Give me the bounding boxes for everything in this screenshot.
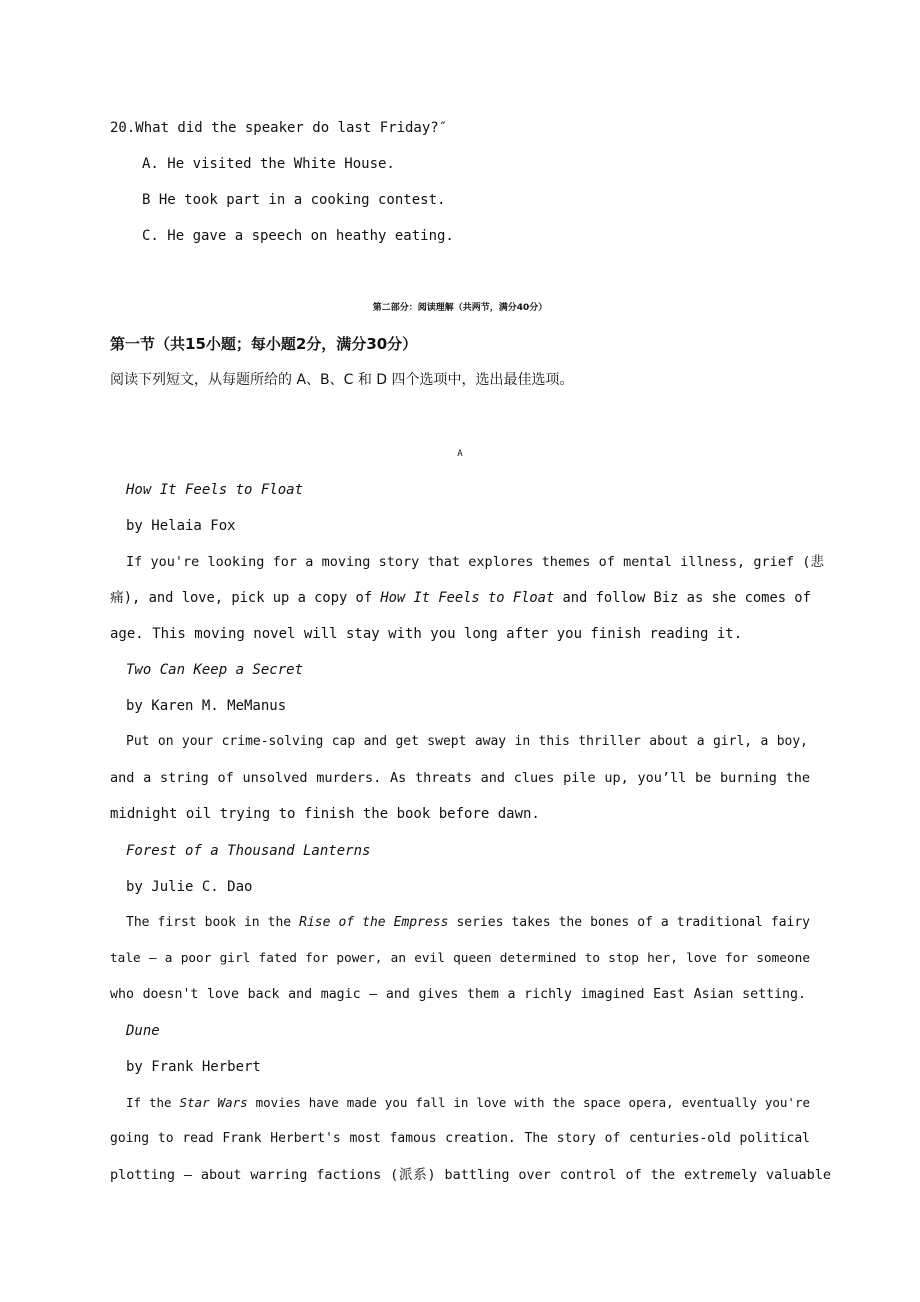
book-desc-line: midnight oil trying to finish the book before dawn. xyxy=(110,806,540,822)
question-stem: 20.What did the speaker do last Friday?″ xyxy=(110,120,448,136)
book-author: by Frank Herbert xyxy=(126,1059,261,1075)
book-desc-line: Put on your crime-solving cap and get swept away in this thriller about a girl, a boy, xyxy=(126,734,808,749)
book-desc-line: plotting — about warring factions (派系) battling over control of the extremely valuable xyxy=(110,1167,831,1183)
part2-heading: 第二部分：阅读理解（共两节，满分40分） xyxy=(372,303,548,313)
book-desc-line: If you're looking for a moving story that explores themes of mental illness, grief (悲 xyxy=(126,554,824,570)
book-desc-line: going to read Frank Herbert's most famous creation. The story of centuries-old political xyxy=(110,1131,810,1146)
book-author: by Karen M. MeManus xyxy=(126,698,287,714)
passage-label: A xyxy=(457,449,463,459)
book-desc-line: 痛), and love, pick up a copy of How It Feels to Float and follow Biz as she comes of xyxy=(110,590,811,606)
book-title: How It Feels to Float xyxy=(126,482,304,498)
book-title: Dune xyxy=(126,1023,160,1039)
book-title: Forest of a Thousand Lanterns xyxy=(126,843,371,859)
book-desc-line: If the Star Wars movies have made you fall in love with the space opera, eventually you're xyxy=(126,1095,810,1110)
book-desc-line: age. This moving novel will stay with you long after you finish reading it. xyxy=(110,626,743,642)
book-desc-line: tale — a poor girl fated for power, an evil queen determined to stop her, love for someone xyxy=(110,951,810,966)
instruction: 阅读下列短文，从每题所给的 A、B、C 和 D 四个选项中，选出最佳选项。 xyxy=(110,372,574,388)
section1-heading: 第一节（共15小题；每小题2分，满分30分） xyxy=(110,335,418,353)
book-desc-line: The first book in the Rise of the Empress series takes the bones of a traditional fairy xyxy=(126,915,810,930)
book-author: by Helaia Fox xyxy=(126,518,236,534)
book-desc-line: who doesn't love back and magic — and gives them a richly imagined East Asian setting. xyxy=(110,987,806,1002)
book-desc-line: and a string of unsolved murders. As threats and clues pile up, you’ll be burning the xyxy=(110,770,810,786)
option-b: B He took part in a cooking contest. xyxy=(142,192,446,208)
option-a: A. He visited the White House. xyxy=(142,156,395,172)
book-title: Two Can Keep a Secret xyxy=(126,662,304,678)
book-author: by Julie C. Dao xyxy=(126,879,253,895)
option-c: C. He gave a speech on heathy eating. xyxy=(142,228,454,244)
